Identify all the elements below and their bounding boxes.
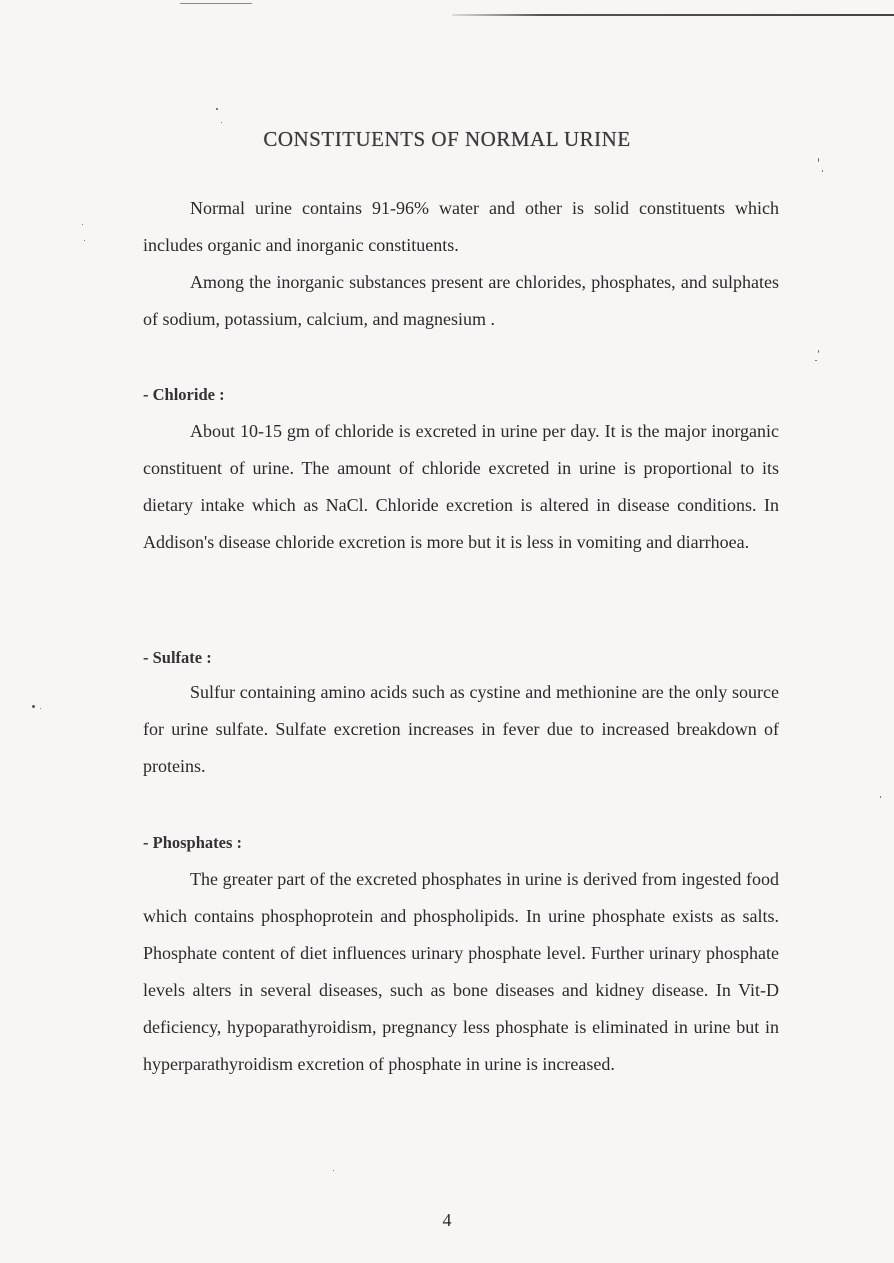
intro-paragraph: Among the inorganic substances present are chlorides, phosphates, and sulphates of sodium, potassium, calcium, and magnesium . bbox=[143, 272, 779, 329]
scan-speck bbox=[333, 1170, 334, 1171]
scan-speck bbox=[880, 796, 881, 798]
scan-speck bbox=[221, 122, 222, 123]
scan-speck bbox=[216, 108, 218, 110]
scan-edge-line bbox=[452, 14, 894, 16]
scan-edge-line bbox=[180, 3, 252, 4]
section-body-sulfate: Sulfur containing amino acids such as cystine and methionine are the only source for urine sulfate. Sulfate excretion increases in fever due to increased breakdown of proteins. bbox=[143, 682, 779, 776]
scan-speck bbox=[32, 705, 35, 708]
scan-speck bbox=[84, 240, 85, 241]
scan-speck bbox=[818, 350, 819, 353]
section-body-chloride: About 10-15 gm of chloride is excreted in urine per day. It is the major inorganic constituent of urine. The amount of chloride excreted in urine is proportional to its dietary intake which as NaCl. Chloride excretion is altered in disease conditions. In Addison's disease chloride excretion is more but it is less in vomiting and diarrhoea. bbox=[143, 421, 779, 552]
page-title: CONSTITUENTS OF NORMAL URINE bbox=[263, 127, 631, 151]
scan-speck bbox=[822, 170, 823, 172]
scan-speck bbox=[818, 158, 819, 162]
page-number: 4 bbox=[442, 1210, 452, 1230]
section-heading-phosphates: - Phosphates : bbox=[143, 833, 243, 852]
scan-speck bbox=[82, 224, 83, 225]
section-body-phosphates: The greater part of the excreted phosphates in urine is derived from ingested food which contains phosphoprotein and phospholipids. In urine phosphate exists as salts. Phosphate content of diet influences urinary phosphate level. Further urinary phosphate levels alters in several diseases, such as bone diseases and kidney disease. In Vit-D deficiency, hypoparathyroidism, pregnancy less phosphate is eliminated in urine but in hyperparathyroidism excretion of phosphate in urine is increased. bbox=[143, 869, 779, 1074]
section-heading-sulfate: - Sulfate : bbox=[143, 648, 212, 667]
intro-paragraph: Normal urine contains 91-96% water and other is solid constituents which includes organic and inorganic constituents. bbox=[143, 198, 779, 255]
scan-speck bbox=[815, 360, 817, 361]
section-heading-chloride: - Chloride : bbox=[143, 385, 225, 404]
scan-speck bbox=[40, 708, 41, 709]
